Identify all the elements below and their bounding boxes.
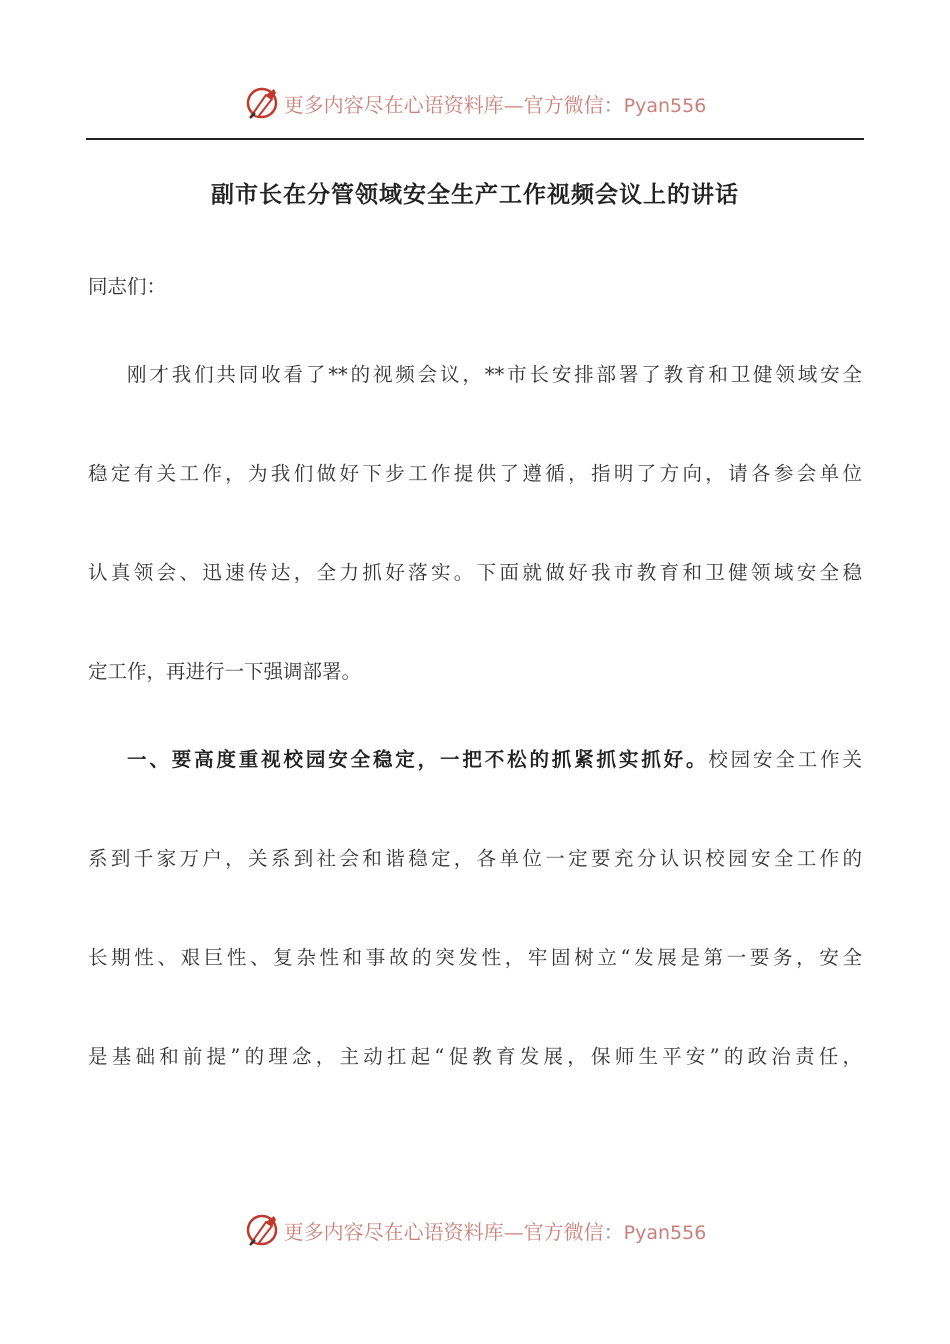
footer-banner <box>0 1210 950 1250</box>
footer-banner-label: 更多内容尽在心语资料库—官方微信： <box>283 1219 624 1244</box>
paragraph-2-line-1 <box>127 745 862 775</box>
header-banner-label: 更多内容尽在心语资料库—官方微信： <box>283 92 624 117</box>
paragraph-1-line-4: 定工作，再进行一下强调部署。 <box>88 660 362 683</box>
section-heading-1: 一、要高度重视校园安全稳定，一把不松的抓紧抓实抓好。 <box>127 748 709 771</box>
header-banner <box>0 83 950 123</box>
header-banner-wechat-id: Pyan556 <box>623 94 707 117</box>
paragraph-2-line-3: 长期性、艰巨性、复杂性和事故的突发性，牢固树立“发展是第一要务，安全 <box>88 946 862 969</box>
document-title: 副市长在分管领域安全生产工作视频会议上的讲话 <box>211 181 739 208</box>
paragraph-1-line-2: 稳定有关工作，为我们做好下步工作提供了遵循，指明了方向，请各参会单位 <box>88 462 862 485</box>
paragraph-2-line-4: 是基础和前提”的理念，主动扛起“促教育发展，保师生平安”的政治责任， <box>88 1045 862 1068</box>
paragraph-2-line-1-rest: 校园安全工作关 <box>708 748 862 771</box>
pen-nib-logo-icon <box>244 1212 280 1248</box>
footer-banner-text <box>284 1216 707 1245</box>
paragraph-1-line-3: 认真领会、迅速传达，全力抓好落实。下面就做好我市教育和卫健领域安全稳 <box>88 561 862 584</box>
footer-banner-wechat-id: Pyan556 <box>623 1221 707 1244</box>
pen-nib-logo-icon <box>244 85 280 121</box>
paragraph-1-line-1: 刚才我们共同收看了**的视频会议，**市长安排部署了教育和卫健领域安全 <box>127 363 862 386</box>
paragraph-2-line-2: 系到千家万户，关系到社会和谐稳定，各单位一定要充分认识校园安全工作的 <box>88 847 862 870</box>
salutation: 同志们： <box>88 275 167 298</box>
header-divider <box>86 138 864 140</box>
header-banner-text <box>284 89 707 118</box>
